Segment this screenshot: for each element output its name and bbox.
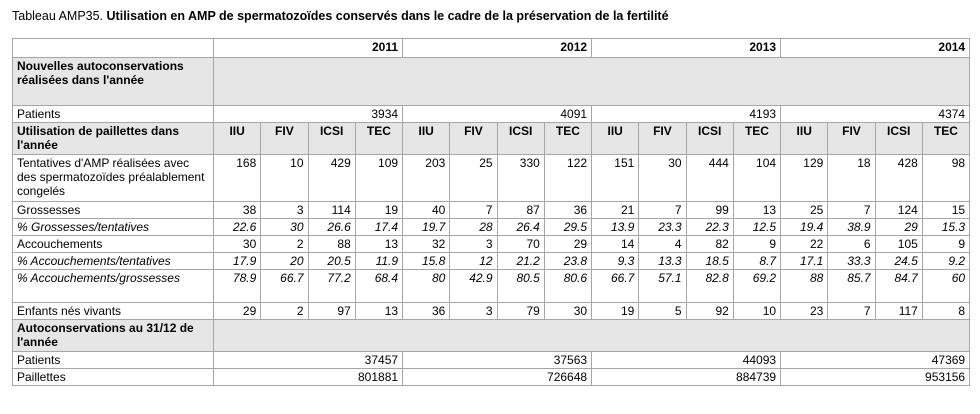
paillettes-row xyxy=(13,369,970,386)
table-cell: 85.7 xyxy=(828,270,875,303)
table-cell: 23 xyxy=(781,303,828,320)
table-cell: 23.8 xyxy=(544,253,591,270)
section-header-row xyxy=(13,58,970,106)
table-row xyxy=(13,219,970,236)
subcolumn-header: ICSI xyxy=(875,123,922,155)
subcolumn-header: IIU xyxy=(781,123,828,155)
table-row xyxy=(13,202,970,219)
row-label: Tentatives d'AMP réalisées avec des spermatozoïdes préalablement congelés xyxy=(13,155,214,202)
table-cell: 17.1 xyxy=(781,253,828,270)
table-cell: 203 xyxy=(403,155,450,202)
table-row xyxy=(13,253,970,270)
table-cell: 13.9 xyxy=(592,219,639,236)
year-header: 2012 xyxy=(403,39,592,58)
table-cell: 5 xyxy=(639,303,686,320)
table-cell: 4 xyxy=(639,236,686,253)
row-label: Grossesses xyxy=(13,202,214,219)
table-cell: 9 xyxy=(733,236,780,253)
patients-value: 47369 xyxy=(781,352,970,369)
paillettes-value: 953156 xyxy=(781,369,970,386)
table-cell: 26.6 xyxy=(308,219,355,236)
table-cell: 15 xyxy=(922,202,969,219)
table-cell: 57.1 xyxy=(639,270,686,303)
table-cell: 12.5 xyxy=(733,219,780,236)
table-cell: 26.4 xyxy=(497,219,544,236)
patients-value: 44093 xyxy=(592,352,781,369)
patients-value: 37563 xyxy=(403,352,592,369)
table-cell: 19 xyxy=(592,303,639,320)
subcolumn-header: FIV xyxy=(450,123,497,155)
patients-value: 4193 xyxy=(592,106,781,123)
table-cell: 23.3 xyxy=(639,219,686,236)
table-cell: 21.2 xyxy=(497,253,544,270)
table-cell: 13 xyxy=(355,236,402,253)
table-cell: 10 xyxy=(733,303,780,320)
table-cell: 129 xyxy=(781,155,828,202)
table-cell: 12 xyxy=(450,253,497,270)
table-cell: 42.9 xyxy=(450,270,497,303)
subcolumn-header: ICSI xyxy=(308,123,355,155)
row-label: Enfants nés vivants xyxy=(13,303,214,320)
table-code: Tableau AMP35. xyxy=(12,9,104,23)
table-cell: 92 xyxy=(686,303,733,320)
table-cell: 109 xyxy=(355,155,402,202)
table-cell: 9.3 xyxy=(592,253,639,270)
table-cell: 2 xyxy=(261,236,308,253)
table-cell: 19.4 xyxy=(781,219,828,236)
table-cell: 24.5 xyxy=(875,253,922,270)
table-cell: 88 xyxy=(781,270,828,303)
table-cell: 22 xyxy=(781,236,828,253)
table-cell: 80 xyxy=(403,270,450,303)
table-cell: 13 xyxy=(355,303,402,320)
subcolumn-header: ICSI xyxy=(686,123,733,155)
subcolumn-header: IIU xyxy=(403,123,450,155)
subcolumn-header: IIU xyxy=(214,123,261,155)
table-cell: 9 xyxy=(922,236,969,253)
table-cell: 84.7 xyxy=(875,270,922,303)
table-cell: 13 xyxy=(733,202,780,219)
table-cell: 7 xyxy=(450,202,497,219)
table-cell: 18.5 xyxy=(686,253,733,270)
table-cell: 105 xyxy=(875,236,922,253)
subcolumn-header: FIV xyxy=(261,123,308,155)
table-cell: 6 xyxy=(828,236,875,253)
paillettes-value: 726648 xyxy=(403,369,592,386)
table-cell: 122 xyxy=(544,155,591,202)
patients-row xyxy=(13,106,970,123)
section-fill xyxy=(214,58,970,106)
table-cell: 68.4 xyxy=(355,270,402,303)
year-header: 2014 xyxy=(781,39,970,58)
table-cell: 7 xyxy=(828,202,875,219)
table-cell: 21 xyxy=(592,202,639,219)
table-cell: 79 xyxy=(497,303,544,320)
row-label: Patients xyxy=(13,106,214,123)
table-cell: 38.9 xyxy=(828,219,875,236)
table-cell: 40 xyxy=(403,202,450,219)
table-cell: 25 xyxy=(781,202,828,219)
table-cell: 330 xyxy=(497,155,544,202)
row-label: Paillettes xyxy=(13,369,214,386)
section-label: Utilisation de paillettes dans l'année xyxy=(13,123,214,155)
table-cell: 80.5 xyxy=(497,270,544,303)
table-cell: 88 xyxy=(308,236,355,253)
year-header-row xyxy=(13,39,970,58)
table-cell: 69.2 xyxy=(733,270,780,303)
subcolumn-header: TEC xyxy=(733,123,780,155)
table-cell: 22.3 xyxy=(686,219,733,236)
table-cell: 20 xyxy=(261,253,308,270)
table-cell: 30 xyxy=(214,236,261,253)
corner-cell xyxy=(13,39,214,58)
table-cell: 25 xyxy=(450,155,497,202)
patients-value: 4091 xyxy=(403,106,592,123)
subcolumn-header: TEC xyxy=(355,123,402,155)
table-cell: 114 xyxy=(308,202,355,219)
table-cell: 18 xyxy=(828,155,875,202)
table-cell: 30 xyxy=(639,155,686,202)
table-cell: 429 xyxy=(308,155,355,202)
table-cell: 13.3 xyxy=(639,253,686,270)
section-fill xyxy=(214,320,970,352)
table-title: Utilisation en AMP de spermatozoïdes conservés dans le cadre de la préservation de la fertilité xyxy=(106,9,669,23)
table-cell: 8.7 xyxy=(733,253,780,270)
table-cell: 66.7 xyxy=(592,270,639,303)
table-cell: 36 xyxy=(544,202,591,219)
table-cell: 11.9 xyxy=(355,253,402,270)
subcolumn-header: IIU xyxy=(592,123,639,155)
row-label: % Grossesses/tentatives xyxy=(13,219,214,236)
table-cell: 66.7 xyxy=(261,270,308,303)
patients-value: 37457 xyxy=(214,352,403,369)
table-cell: 33.3 xyxy=(828,253,875,270)
table-cell: 99 xyxy=(686,202,733,219)
table-cell: 124 xyxy=(875,202,922,219)
table-cell: 70 xyxy=(497,236,544,253)
paillettes-value: 801881 xyxy=(214,369,403,386)
table-caption xyxy=(12,9,669,23)
table-cell: 8 xyxy=(922,303,969,320)
table-cell: 3 xyxy=(450,236,497,253)
table-cell: 87 xyxy=(497,202,544,219)
table-cell: 80.6 xyxy=(544,270,591,303)
section-header-row xyxy=(13,123,970,155)
section-label: Autoconservations au 31/12 de l'année xyxy=(13,320,214,352)
table-cell: 15.8 xyxy=(403,253,450,270)
table-cell: 20.5 xyxy=(308,253,355,270)
table-cell: 17.9 xyxy=(214,253,261,270)
table-cell: 19.7 xyxy=(403,219,450,236)
paillettes-value: 884739 xyxy=(592,369,781,386)
table-cell: 104 xyxy=(733,155,780,202)
table-cell: 29 xyxy=(214,303,261,320)
subcolumn-header: TEC xyxy=(544,123,591,155)
table-cell: 117 xyxy=(875,303,922,320)
table-cell: 3 xyxy=(261,202,308,219)
section-header-row xyxy=(13,320,970,352)
table-cell: 30 xyxy=(261,219,308,236)
row-label: % Accouchements/tentatives xyxy=(13,253,214,270)
table-cell: 38 xyxy=(214,202,261,219)
table-cell: 444 xyxy=(686,155,733,202)
table-cell: 30 xyxy=(544,303,591,320)
table-cell: 29.5 xyxy=(544,219,591,236)
table-cell: 19 xyxy=(355,202,402,219)
subcolumn-header: TEC xyxy=(922,123,969,155)
subcolumn-header: ICSI xyxy=(497,123,544,155)
table-cell: 29 xyxy=(875,219,922,236)
year-header: 2011 xyxy=(214,39,403,58)
table-row xyxy=(13,236,970,253)
table-cell: 97 xyxy=(308,303,355,320)
table-row xyxy=(13,270,970,303)
table-cell: 77.2 xyxy=(308,270,355,303)
patients-value: 4374 xyxy=(781,106,970,123)
table-cell: 17.4 xyxy=(355,219,402,236)
table-cell: 7 xyxy=(828,303,875,320)
amp-table xyxy=(12,38,970,386)
table-cell: 22.6 xyxy=(214,219,261,236)
row-label: Patients xyxy=(13,352,214,369)
table-row xyxy=(13,155,970,202)
table-cell: 60 xyxy=(922,270,969,303)
table-cell: 15.3 xyxy=(922,219,969,236)
table-cell: 151 xyxy=(592,155,639,202)
section-label: Nouvelles autoconservations réalisées dans l'année xyxy=(13,58,214,106)
table-cell: 168 xyxy=(214,155,261,202)
table-cell: 14 xyxy=(592,236,639,253)
table-cell: 98 xyxy=(922,155,969,202)
table-cell: 10 xyxy=(261,155,308,202)
table-cell: 9.2 xyxy=(922,253,969,270)
patients-value: 3934 xyxy=(214,106,403,123)
table-cell: 28 xyxy=(450,219,497,236)
table-cell: 29 xyxy=(544,236,591,253)
table-cell: 82 xyxy=(686,236,733,253)
table-cell: 428 xyxy=(875,155,922,202)
year-header: 2013 xyxy=(592,39,781,58)
table-cell: 82.8 xyxy=(686,270,733,303)
row-label: Accouchements xyxy=(13,236,214,253)
table-cell: 2 xyxy=(261,303,308,320)
table-cell: 32 xyxy=(403,236,450,253)
subcolumn-header: FIV xyxy=(828,123,875,155)
patients-row xyxy=(13,352,970,369)
table-cell: 7 xyxy=(639,202,686,219)
subcolumn-header: FIV xyxy=(639,123,686,155)
table-row xyxy=(13,303,970,320)
table-cell: 3 xyxy=(450,303,497,320)
row-label: % Accouchements/grossesses xyxy=(13,270,214,303)
table-cell: 36 xyxy=(403,303,450,320)
table-cell: 78.9 xyxy=(214,270,261,303)
